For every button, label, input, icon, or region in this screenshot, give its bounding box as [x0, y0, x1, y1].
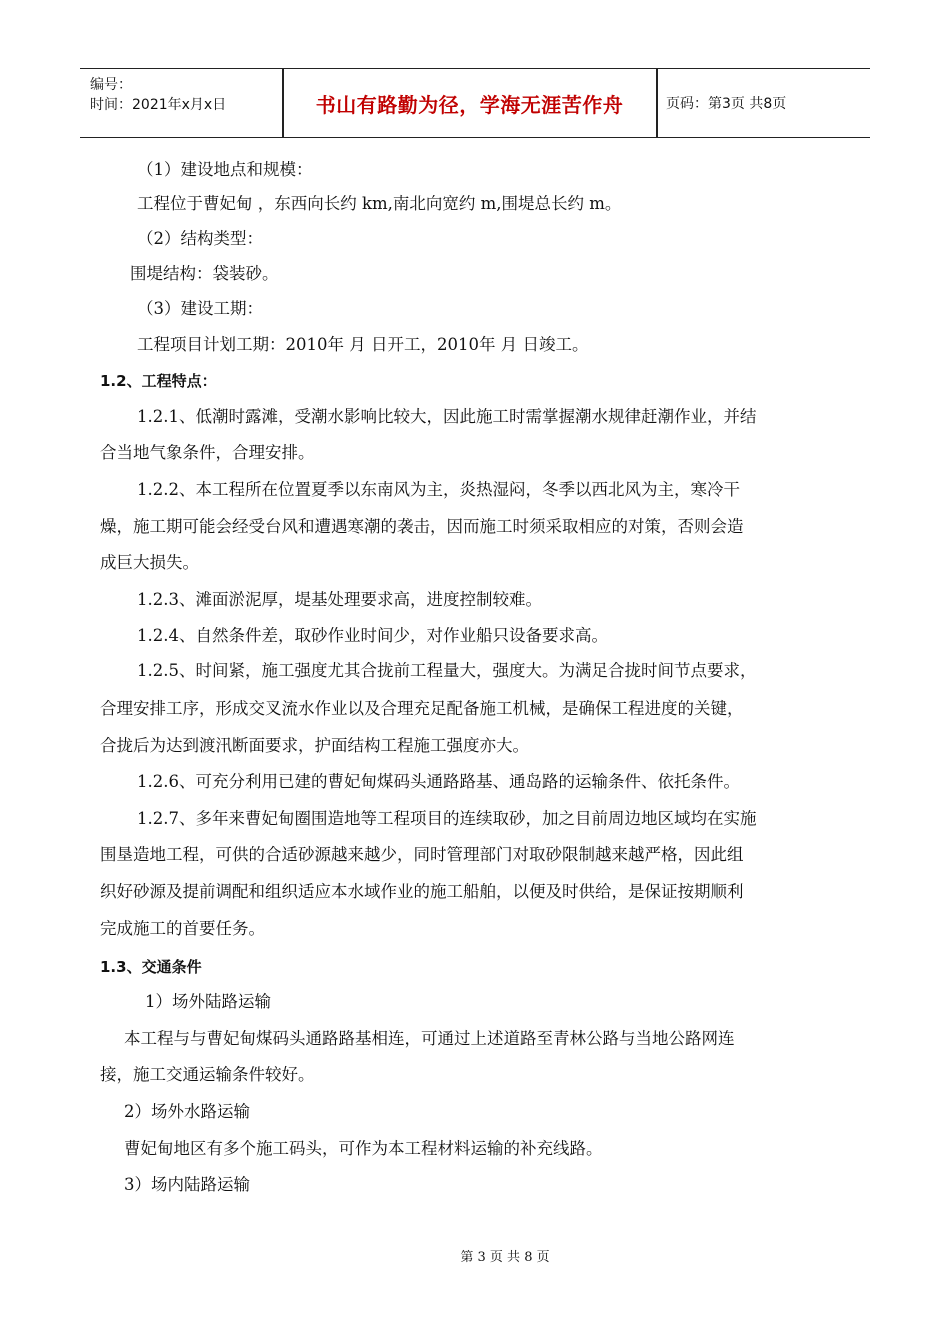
header-motto: 书山有路勤为径，学海无涯苦作舟 [315, 92, 624, 117]
code-label: 编号： [90, 77, 132, 93]
paragraph: 燥，施工期可能会经受台风和遭遇寒潮的袭击，因而施工时须采取相应的对策，否则会造 [100, 517, 744, 536]
paragraph: 1.2.4、自然条件差，取砂作业时间少，对作业船只设备要求高。 [137, 626, 608, 645]
paragraph: 1.2.5、时间紧，施工强度尤其合拢前工程量大，强度大。为满足合拢时间节点要求， [137, 661, 757, 680]
paragraph: 成巨大损失。 [100, 553, 199, 572]
paragraph: 织好砂源及提前调配和组织适应本水域作业的施工船舶，以便及时供给，是保证按期顺利 [100, 882, 744, 901]
paragraph: 1.2.1、低潮时露滩，受潮水影响比较大，因此施工时需掌握潮水规律赶潮作业，并结 [137, 407, 757, 426]
paragraph: 工程项目计划工期：2010年 月 日开工，2010年 月 日竣工。 [137, 335, 589, 354]
paragraph: （3）建设工期： [137, 299, 263, 318]
page-header [80, 68, 870, 138]
paragraph: 围垦造地工程，可供的合适砂源越来越少，同时管理部门对取砂限制越来越严格，因此组 [100, 845, 744, 864]
paragraph: 合理安排工序，形成交叉流水作业以及合理充足配备施工机械，是确保工程进度的关键， [100, 699, 744, 718]
section-heading: 1.3、交通条件 [100, 958, 202, 976]
paragraph: 合当地气象条件，合理安排。 [100, 443, 315, 462]
paragraph: （2）结构类型： [137, 229, 263, 248]
paragraph: 合拢后为达到渡汛断面要求，护面结构工程施工强度亦大。 [100, 736, 529, 755]
header-page-info: 页码：第3页 共8页 [666, 96, 787, 112]
paragraph: 1.2.2、本工程所在位置夏季以东南风为主，炎热湿闷，冬季以西北风为主，寒冷干 [137, 480, 740, 499]
paragraph: 1.2.3、滩面淤泥厚，堤基处理要求高，进度控制较难。 [137, 590, 542, 609]
paragraph: 1.2.6、可充分利用已建的曹妃甸煤码头通路路基、通岛路的运输条件、依托条件。 [137, 772, 740, 791]
paragraph: （1）建设地点和规模： [137, 160, 313, 179]
paragraph: 1.2.7、多年来曹妃甸圈围造地等工程项目的连续取砂，加之目前周边地区域均在实施 [137, 809, 757, 828]
header-divider [656, 69, 658, 137]
paragraph: 接，施工交通运输条件较好。 [100, 1065, 315, 1084]
paragraph: 1）场外陆路运输 [145, 992, 271, 1011]
page-footer: 第 3 页 共 8 页 [460, 1250, 550, 1265]
paragraph: 3）场内陆路运输 [124, 1175, 250, 1194]
paragraph: 本工程与与曹妃甸煤码头通路路基相连，可通过上述道路至青林公路与当地公路网连 [124, 1029, 735, 1048]
section-heading: 1.2、工程特点： [100, 372, 217, 390]
paragraph: 围堤结构：袋装砂。 [130, 264, 279, 283]
header-info [90, 75, 226, 115]
paragraph: 完成施工的首要任务。 [100, 919, 265, 938]
date-line: 时间：2021年x月x日 [90, 97, 227, 113]
paragraph: 2）场外水路运输 [124, 1102, 250, 1121]
paragraph: 工程位于曹妃甸 ，东西向长约 km,南北向宽约 m,围堤总长约 m。 [137, 194, 622, 213]
paragraph: 曹妃甸地区有多个施工码头，可作为本工程材料运输的补充线路。 [124, 1139, 603, 1158]
